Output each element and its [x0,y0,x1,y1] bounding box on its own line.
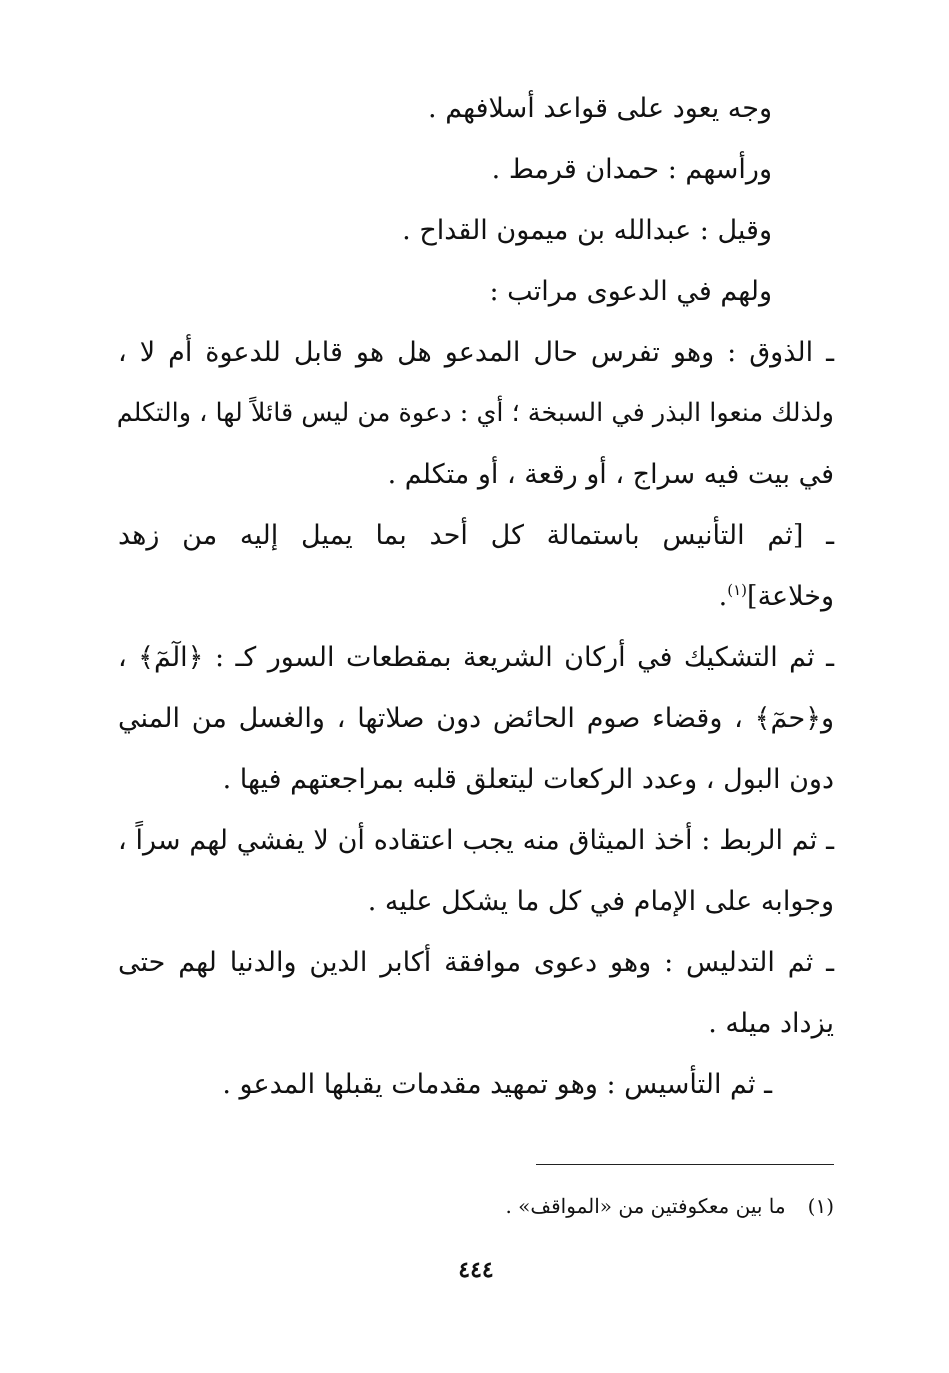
footnote-separator [536,1164,834,1165]
text-line: ولذلك منعوا البذر في السبخة ؛ أي : دعوة من ليس قائلاً لها ، والتكلم [116,398,834,428]
text-line: وقيل : عبدالله بن ميمون القداح . [402,215,772,246]
text-line: ـ ثم التدليس : وهو دعوى موافقة أكابر الدين والدنيا لهم حتى [118,947,834,978]
text-line: دون البول ، وعدد الركعات ليتعلق قلبه بمراجعتهم فيها . [222,764,834,795]
text-line-with-footnote-ref [118,566,834,627]
text-line: ورأسهم : حمدان قرمط . [491,154,772,185]
body-text [118,78,834,1115]
text-segment: وخلاعة] [747,581,834,612]
document-page [118,78,834,1308]
text-line: ـ ثم الربط : أخذ الميثاق منه يجب اعتقاده أن لا يفشي لهم سراً ، [118,825,834,856]
footnote-reference: (١) [727,581,748,599]
page-number: ٤٤٤ [458,1257,494,1283]
punctuation: . [718,581,728,612]
text-line: في بيت فيه سراج ، أو رقعة ، أو متكلم . [387,459,834,490]
footnote [118,1186,834,1226]
text-line: وجه يعود على قواعد أسلافهم . [428,93,772,124]
footnote-text: ما بين معكوفتين من «المواقف» . [505,1194,786,1218]
footnote-number: (١) [807,1194,834,1218]
text-line: ـ [ثم التأنيس باستمالة كل أحد بما يميل إليه من زهد [118,520,834,551]
text-line: وجوابه على الإمام في كل ما يشكل عليه . [367,886,834,917]
text-line: ـ ثم التشكيك في أركان الشريعة بمقطعات السور كـ : ﴿الٓمٓ﴾ ، [118,642,834,673]
text-line: يزداد ميله . [708,1008,834,1039]
text-line: ـ الذوق : وهو تفرس حال المدعو هل هو قابل للدعوة أم لا ، [118,337,834,368]
text-line: و﴿حمٓ﴾ ، وقضاء صوم الحائض دون صلاتها ، والغسل من المني [118,703,834,734]
text-line: ولهم في الدعوى مراتب : [489,276,772,307]
text-line: ـ ثم التأسيس : وهو تمهيد مقدمات يقبلها المدعو . [222,1069,772,1100]
